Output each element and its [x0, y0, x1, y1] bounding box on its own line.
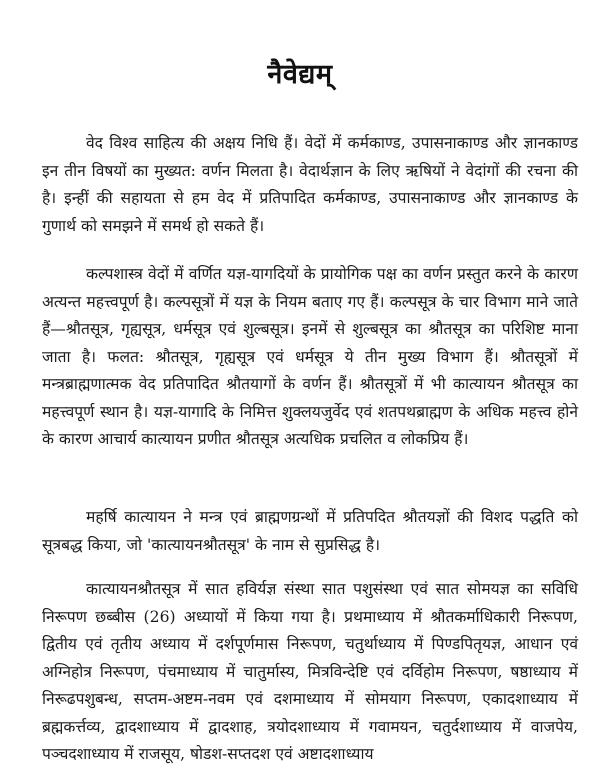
paragraph-2 — [42, 261, 578, 454]
paragraph-1-text: वेद विश्व साहित्य की अक्षय निधि हैं। वेदों में कर्मकाण्ड, उपासनाकाण्ड और ज्ञानकाण्ड इन तीन विषयों का मुख्यत: वर्णन मिलता है। वेदार्थज्ञान के लिए ऋषियों ने वेदांगों की रचना की है। इन्हीं की सहायता से हम वेद में प्रतिपादित कर्मकाण्ड, उपासनाकाण्ड और ज्ञानकाण्ड के गुणार्थ को समझने में समर्थ हो सकते हैं। — [42, 134, 578, 235]
paragraph-2-text: कल्पशास्त्र वेदों में वर्णित यज्ञ-यागदियों के प्रायोगिक पक्ष का वर्णन प्रस्तुत करने के कारण अत्यन्त महत्त्वपूर्ण है। कल्पसूत्रों में यज्ञ के नियम बताए गए हैं। कल्पसूत्र के चार विभाग माने जाते हैं—श्रौतसूत्र, गृह्यसूत्र, धर्मसूत्र एवं शुल्बसूत्र। इनमें से शुल्बसूत्र का श्रौतसूत्र का परिशिष्ट माना जाता है। फलत: श्रौतसूत्र, गृह्यसूत्र एवं धर्मसूत्र ये तीन मुख्य विभाग हैं। श्रौतसूत्रों में मन्त्रब्राह्मणात्मक वेद प्रतिपादित श्रौतयागों के वर्णन हैं। श्रौतसूत्रों में भी कात्यायन श्रौतसूत्र का महत्त्वपूर्ण स्थान है। यज्ञ-यागादि के निमित्त शुक्लयजुर्वेद एवं शतपथब्राह्मण के अधिक महत्त्व होने के कारण आचार्य कात्यायन प्रणीत श्रौतसूत्र अत्यधिक प्रचलित व लोकप्रिय हैं। — [42, 265, 578, 448]
paragraph-4 — [42, 576, 578, 769]
page-title: नैवेद्यम् — [267, 59, 333, 91]
paragraph-1 — [42, 130, 578, 240]
paragraph-3-text: महर्षि कात्यायन ने मन्त्र एवं ब्राह्मणग्रन्थों में प्रतिपदित श्रौतयज्ञों की विशद पद्धति को सूत्रबद्ध किया, जो 'कात्यायनश्रौतसूत्र' के नाम से सुप्रसिद्ध है। — [42, 508, 578, 554]
paragraph-4-text: कात्यायनश्रौतसूत्र में सात हविर्यज्ञ संस्था सात पशुसंस्था एवं सात सोमयज्ञ का सविधि निरूपण छब्बीस (26) अध्यायों में किया गया है। प्रथमाध्याय में श्रौतकर्माधिकारी निरूपण, द्वितीय एवं तृतीय अध्याय में दर्शपूर्णमास निरूपण, चतुर्थाध्याय में पिण्डपितृयज्ञ, आधान एवं अग्निहोत्र निरूपण, पंचमाध्याय में चातुर्मास्य, मित्रविन्देष्टि एवं दर्विहोम निरूपण, षष्ठाध्याय में निरूढपशुबन्ध, सप्तम-अष्टम-नवम एवं दशमाध्याय में सोमयाग निरूपण, एकादशाध्याय में ब्रह्मकर्त्तव्य, द्वादशाध्याय में द्वादशाह, त्रयोदशाध्याय में गवामयन, चतुर्दशाध्याय में वाजपेय, पञ्चदशाध्याय में राजसूय, षोडश-सप्तदश एवं अष्टादशाध्याय — [42, 580, 578, 763]
paragraph-3 — [42, 504, 578, 559]
